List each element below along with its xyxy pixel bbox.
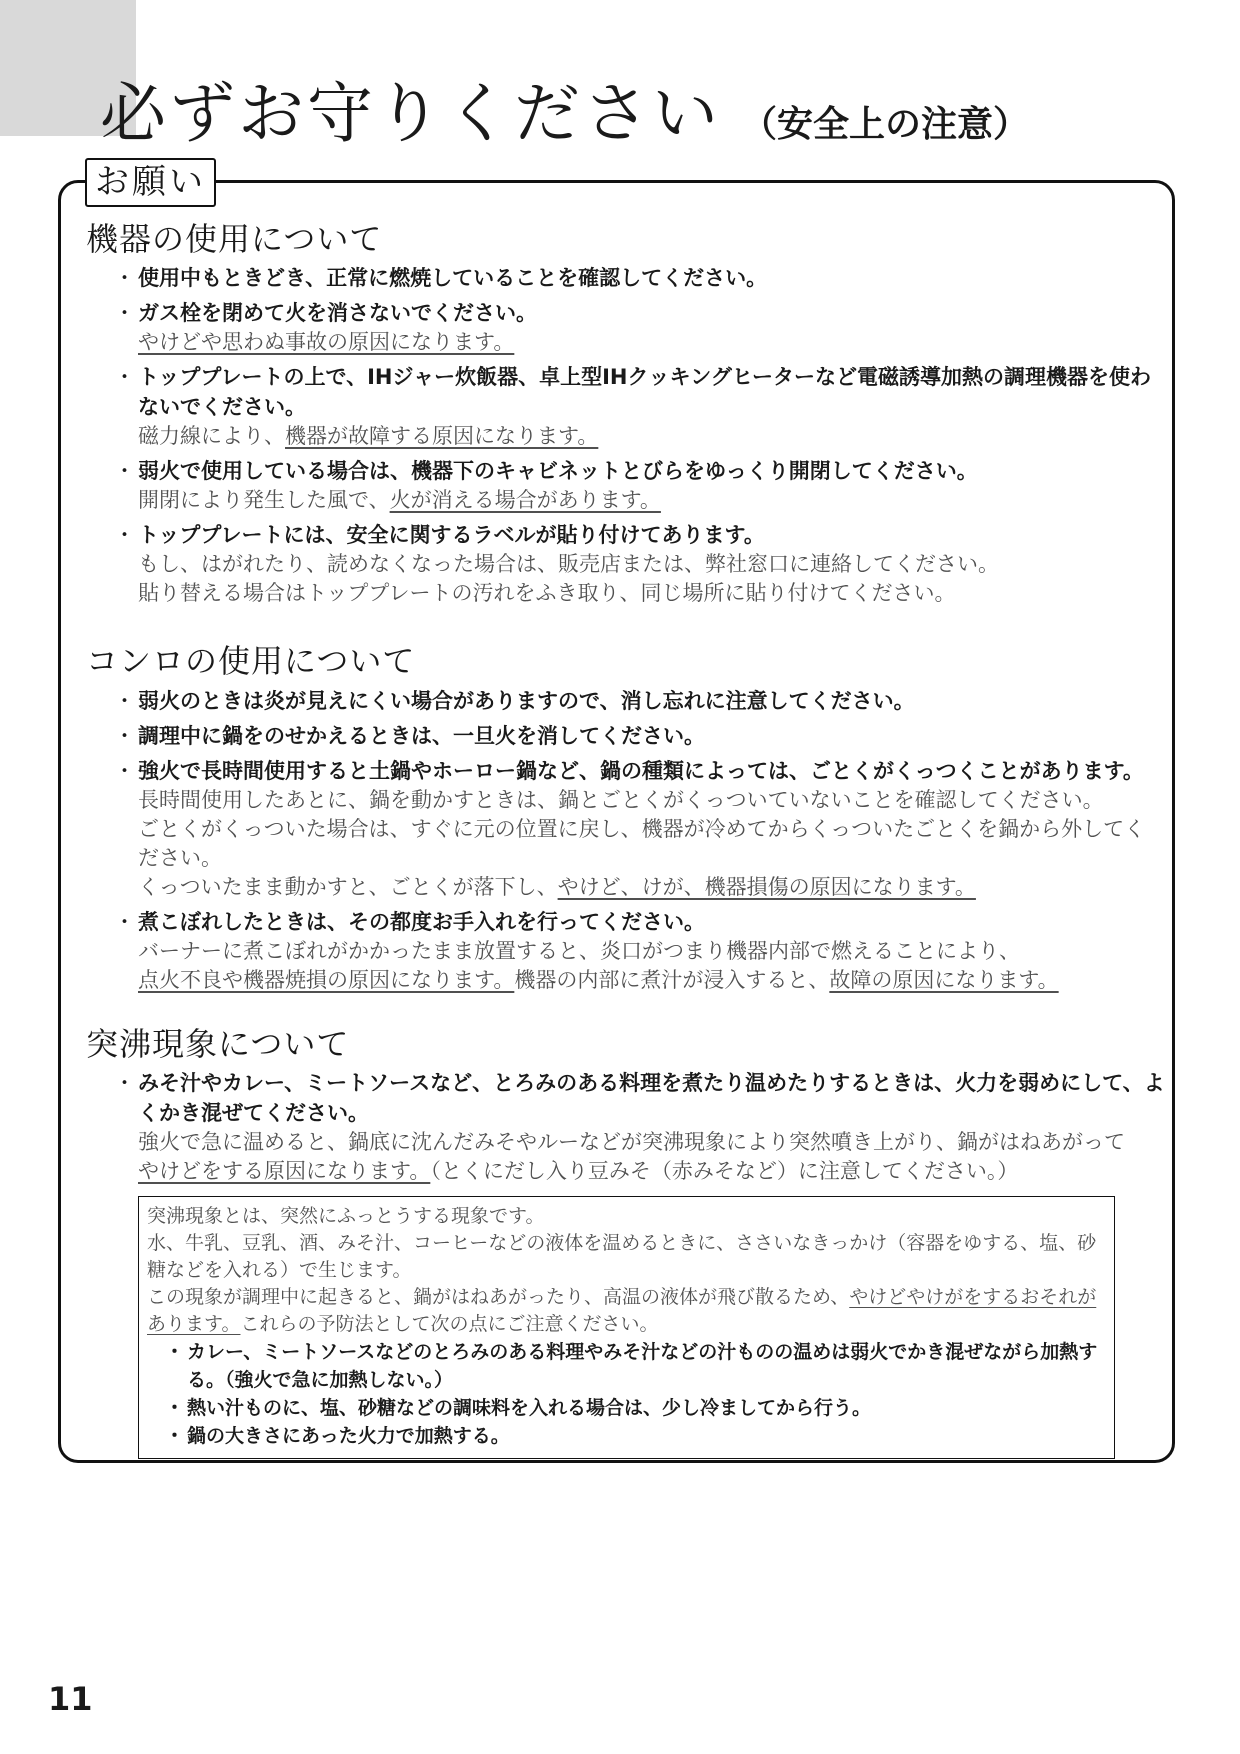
page-title bbox=[100, 60, 1029, 155]
item-note: 強火で急に温めると、鍋底に沈んだみそやルーなどが突沸現象により突然噴き上がり、鍋がはねあがって bbox=[138, 1130, 1125, 1155]
item-lead: ・ みそ汁やカレー、ミートソースなど、とろみのある料理を煮たり温めたりするときは、火力を弱めにして、よくかき混ぜてください。 bbox=[138, 1071, 1165, 1126]
list-item bbox=[86, 1068, 1166, 1186]
request-label: お願い bbox=[85, 158, 216, 207]
item-note bbox=[138, 966, 1166, 995]
item-lead: ・ 弱火で使用している場合は、機器下のキャビネットとびらをゆっくり開閉してください。 bbox=[138, 459, 978, 484]
item-note bbox=[138, 486, 1166, 515]
item-note: もし、はがれたり、読めなくなった場合は、販売店または、弊社窓口に連絡してください。 bbox=[138, 552, 999, 577]
warning-text: 火が消える場合があります。 bbox=[389, 488, 661, 513]
box-bullet: ・ 熱い汁ものに、塩、砂糖などの調味料を入れる場合は、少し冷ましてから行う。 bbox=[147, 1394, 1104, 1422]
item-lead: ・ 使用中もときどき、正常に燃焼していることを確認してください。 bbox=[138, 266, 768, 291]
list-item bbox=[86, 907, 1166, 995]
item-lead: ・ 弱火のときは炎が見えにくい場合がありますので、消し忘れに注意してください。 bbox=[138, 688, 915, 713]
title-sub: （安全上の注意） bbox=[741, 104, 1030, 145]
item-lead: ・ 調理中に鍋をのせかえるときは、一旦火を消してください。 bbox=[138, 723, 705, 748]
box-line: 水、牛乳、豆乳、酒、みそ汁、コーヒーなどの液体を温めるときに、ささいなきっかけ（容器をゆする、塩、砂糖などを入れる）で生じます。 bbox=[147, 1232, 1097, 1282]
warning-text: 点火不良や機器焼損の原因になります。 bbox=[138, 967, 515, 992]
section-heading-device-use: 機器の使用について bbox=[86, 220, 383, 258]
title-main: 必ずお守りください bbox=[100, 75, 721, 152]
list-item bbox=[86, 362, 1166, 451]
bumping-info-box bbox=[138, 1196, 1115, 1459]
item-note bbox=[138, 1157, 1166, 1186]
box-line bbox=[147, 1284, 1104, 1338]
box-bullet: ・ カレー、ミートソースなどのとろみのある料理やみそ汁などの汁ものの温めは弱火でかき混ぜながら加熱する。（強火で急に加熱しない。） bbox=[147, 1338, 1104, 1394]
item-note: ごとくがくっついた場合は、すぐに元の位置に戻し、機器が冷めてからくっついたごとくを鍋から外してください。 bbox=[138, 816, 1146, 870]
item-note: 長時間使用したあとに、鍋を動かすときは、鍋とごとくがくっついていないことを確認してください。 bbox=[138, 787, 1104, 812]
list-item bbox=[86, 298, 1166, 357]
box-text: この現象が調理中に起きると、鍋がはねあがったり、高温の液体が飛び散るため、 bbox=[147, 1286, 850, 1309]
list-item bbox=[86, 263, 1166, 293]
item-note bbox=[138, 328, 1166, 357]
note-text: くっついたまま動かすと、ごとくが落下し、 bbox=[138, 874, 558, 899]
page-number: 11 bbox=[48, 1680, 93, 1718]
warning-text: 機器が故障する原因になります。 bbox=[285, 424, 599, 449]
note-text: 磁力線により、 bbox=[138, 424, 285, 449]
list-item bbox=[86, 756, 1166, 902]
item-lead: ・ トッププレートの上で、IHジャー炊飯器、卓上型IHクッキングヒーターなど電磁誘導加熱の調理機器を使わないでください。 bbox=[138, 365, 1151, 420]
note-text: （とくにだし入り豆みそ（赤みそなど）に注意してください。） bbox=[430, 1159, 1019, 1184]
box-text: これらの予防法として次の点にご注意ください。 bbox=[240, 1313, 659, 1336]
item-note bbox=[138, 422, 1166, 451]
item-lead: ・ ガス栓を閉めて火を消さないでください。 bbox=[138, 301, 537, 326]
warning-text: やけどやけがをするおそれがあります。 bbox=[147, 1286, 1097, 1336]
note-text: 開閉により発生した風で、 bbox=[138, 488, 390, 513]
section-heading-stove-use: コンロの使用について bbox=[86, 642, 416, 681]
box-bullet: ・ 鍋の大きさにあった火力で加熱する。 bbox=[147, 1422, 1104, 1450]
list-item bbox=[86, 520, 1166, 608]
list-item bbox=[86, 456, 1166, 515]
warning-text: 故障の原因になります。 bbox=[829, 967, 1059, 992]
warning-text: やけどをする原因になります。 bbox=[138, 1159, 431, 1184]
warning-text: やけど、けが、機器損傷の原因になります。 bbox=[557, 874, 976, 899]
content bbox=[86, 220, 1166, 1459]
item-lead: ・ トッププレートには、安全に関するラベルが貼り付けてあります。 bbox=[138, 523, 765, 548]
note-text: 機器の内部に煮汁が浸入すると、 bbox=[514, 967, 830, 992]
item-note bbox=[138, 873, 1166, 902]
item-note: 貼り替える場合はトッププレートの汚れをふき取り、同じ場所に貼り付けてください。 bbox=[138, 581, 956, 606]
item-note: バーナーに煮こぼれがかかったまま放置すると、炎口がつまり機器内部で燃えることにより、 bbox=[138, 938, 1020, 963]
item-lead: ・ 煮こぼれしたときは、その都度お手入れを行ってください。 bbox=[138, 909, 705, 934]
section-heading-bumping: 突沸現象について bbox=[86, 1024, 350, 1063]
item-lead: ・ 強火で長時間使用すると土鍋やホーロー鍋など、鍋の種類によっては、ごとくがくっつくことがあります。 bbox=[138, 758, 1144, 783]
list-item bbox=[86, 686, 1166, 716]
warning-text: やけどや思わぬ事故の原因になります。 bbox=[138, 330, 515, 355]
box-line: 突沸現象とは、突然にふっとうする現象です。 bbox=[147, 1205, 545, 1228]
list-item bbox=[86, 721, 1166, 751]
